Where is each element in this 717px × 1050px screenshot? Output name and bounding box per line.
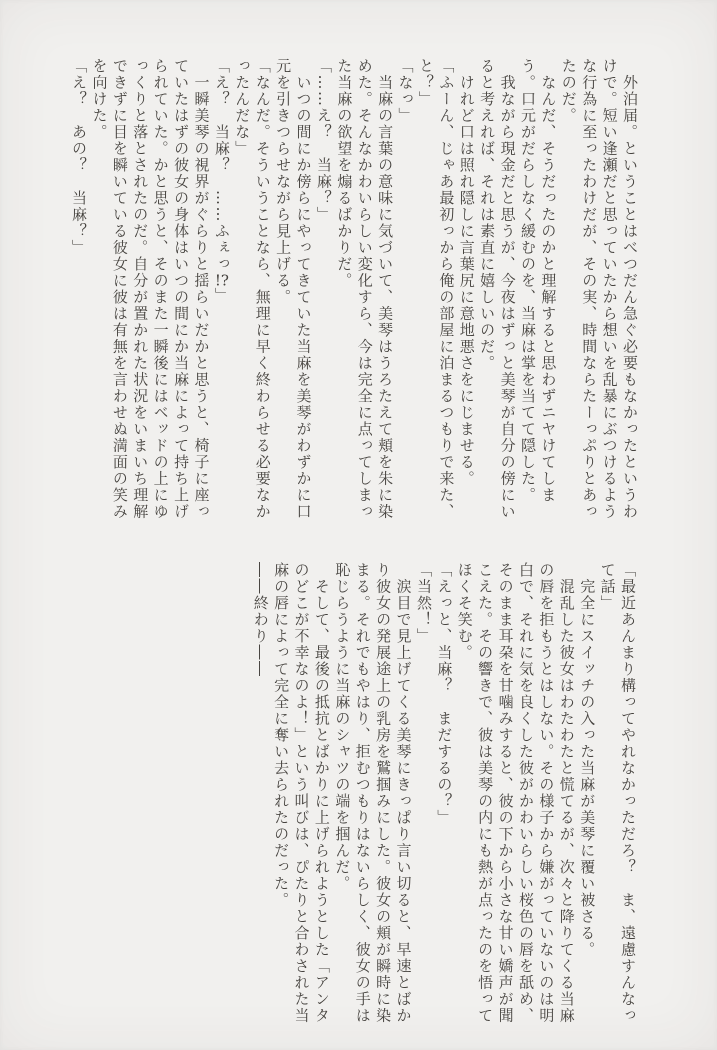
story-paragraph: 「なっ」 <box>396 58 415 124</box>
story-paragraph: なんだ、そうだったのかと理解すると思わずニヤけてしまう。口元がだらしなく緩むのを、当麻は掌を当てて隠した。 <box>518 58 558 504</box>
story-paragraph: 混乱した彼女はわたわたと慌てるが、次々と降りてくる当麻の唇を拒もうとはしない。その様子から嫌がっていないのは明白で、それに気を良くした彼がかわいらしい桜色の唇を舐め、そのまま耳朶を甘噛みすると、彼の下から小さな甘い嬌声が聞こえた。その響きで、彼は美琴の内にも熱が点ったのを悟ってほくそ笑む。 <box>455 562 576 1024</box>
story-text-block-bottom <box>250 562 638 1026</box>
story-paragraph: いつの間にか傍らにやってきていた当麻を美琴がわずかに口元を引きつらせながら見上げる。 <box>274 58 313 520</box>
story-paragraph: 一瞬美琴の視界がぐらりと揺らいだかと思うと、椅子に座っていたはずの彼女の身体はいつの間にか当麻によって持ち上げられていた。かと思うと、そのまた一瞬後にはベッドの上にゆっくりと落とされたのだ。自分が置かれた状況をいまいち理解できずに目を瞬いている彼女に彼は有無を言わせぬ満面の笑みを向けた。 <box>90 58 211 520</box>
tatechuyoko-exclamation-question: !? <box>214 272 229 288</box>
story-paragraph: 「ふーん、じゃあ最初っから俺の部屋に泊まるつもりで来た、と？」 <box>416 58 456 520</box>
story-paragraph: 「当然！」 <box>414 562 433 645</box>
story-paragraph: 「えっと、当麻？ まだするの？」 <box>435 562 454 826</box>
story-paragraph: 「え？ あの？ 当麻？」 <box>70 58 89 256</box>
story-paragraph: 「なんだ。そういうことなら、無理に早く終わらせる必要なかったんだな」 <box>233 58 272 520</box>
story-paragraph: そして、最後の抵抗とばかりに上げられようとした「アンタのどこが不幸なのよ！」という叫びは、ぴたりと合わされた当麻の唇によって完全に奪い去られたのだった。 <box>272 562 331 1024</box>
story-paragraph: 「最近あんまり構ってやれなかっただろ？ ま、遠慮すんなって話」 <box>598 562 637 1024</box>
story-ending-label: ――終わり―― <box>251 562 270 678</box>
story-paragraph: 涙目で見上げてくる美琴にきっぱり言い切ると、早速とばかり彼女の発展途上の乳房を鷲掴みにした。彼女の頬が瞬時に染まる。それでもやはり、拒むつもりはないらしく、彼女の手は恥じらうように当麻のシャツの端を掴んだ。 <box>333 562 413 1024</box>
story-paragraph: 外泊届。ということはべつだん急ぐ必要もなかったというわけで。短い逢瀬だと思っていたから想いを乱暴にぶつけるような行為に至ったわけだが、その実、時間ならたーっぷりとあったのだ。 <box>559 58 639 520</box>
story-paragraph: けれど口は照れ隠しに言葉尻に意地悪さをにじませる。 <box>457 58 476 487</box>
story-paragraph: 我ながら現金だと思うが、今夜はずっと美琴が自分の傍にいると考えれば、それは素直に嬉しいのだ。 <box>478 58 517 520</box>
story-paragraph: 「え？ 当麻？ ……ふぇっ!?」 <box>212 58 231 304</box>
story-paragraph: 完全にスイッチの入った当麻が美琴に覆い被さる。 <box>578 562 597 958</box>
story-paragraph: 「……え？ 当麻？」 <box>314 58 333 223</box>
story-text-block-top <box>69 58 640 522</box>
story-paragraph: 当麻の言葉の意味に気づいて、美琴はうろたえて頬を朱に染めた。そんなかわいらしい変化すら、今は完全に点ってしまった当麻の欲望を煽るばかりだ。 <box>335 58 395 520</box>
